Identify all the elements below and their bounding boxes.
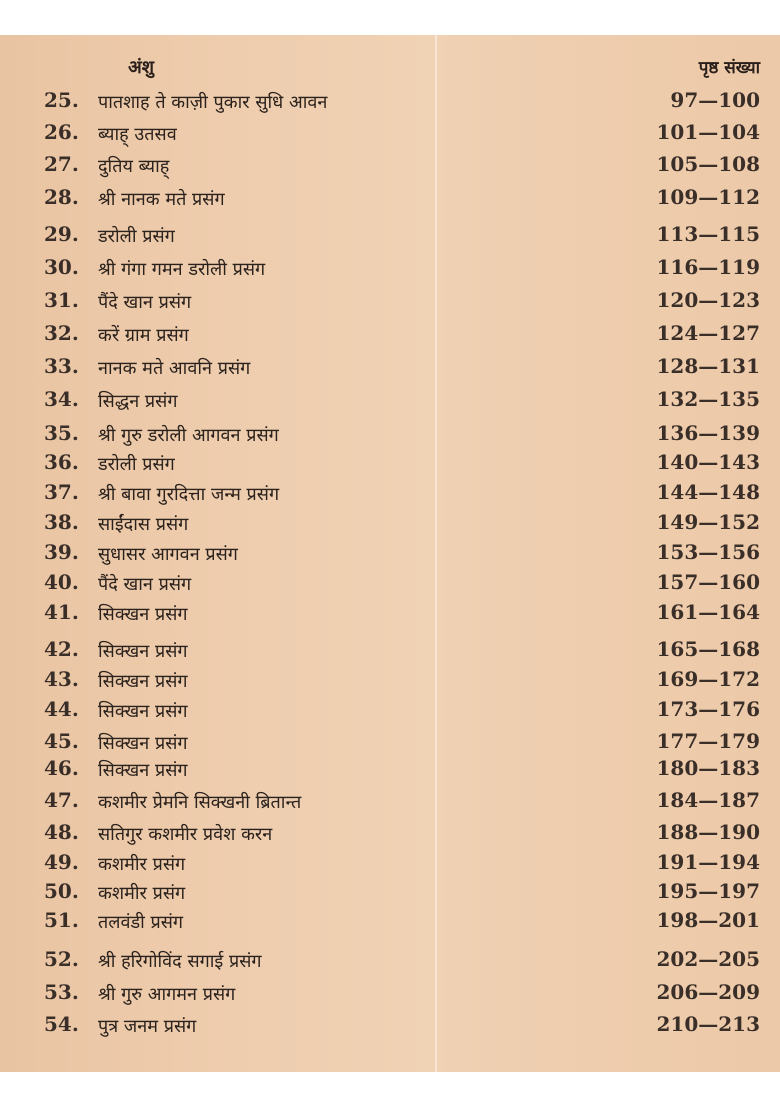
entry-number: 45. [44, 729, 79, 753]
entry-number: 27. [44, 152, 79, 176]
entry-number: 35. [44, 421, 79, 445]
entry-pages: 120—123 [656, 288, 760, 312]
entry-number: 53. [44, 980, 79, 1004]
entry-number: 26. [44, 120, 79, 144]
entry-pages: 173—176 [656, 697, 760, 721]
entry-pages: 153—156 [656, 540, 760, 564]
toc-entry [0, 600, 780, 630]
toc-entry [0, 540, 780, 570]
entry-pages: 165—168 [656, 637, 760, 661]
entry-title: डरोली प्रसंग [98, 226, 175, 247]
toc-entry [0, 421, 780, 451]
entry-title: सिक्खन प्रसंग [98, 641, 188, 662]
entry-pages: 210—213 [656, 1012, 760, 1036]
entry-number: 42. [44, 637, 79, 661]
toc-entry [0, 980, 780, 1010]
entry-pages: 191—194 [656, 850, 760, 874]
entry-pages: 128—131 [656, 354, 760, 378]
toc-entry [0, 152, 780, 182]
entry-number: 29. [44, 222, 79, 246]
toc-entry [0, 820, 780, 850]
entry-title: पैंदे खान प्रसंग [98, 574, 192, 595]
entry-number: 51. [44, 908, 79, 932]
toc-entry [0, 637, 780, 667]
entry-title: सिक्खन प्रसंग [98, 671, 188, 692]
entry-number: 47. [44, 788, 79, 812]
entry-title: सुधासर आगवन प्रसंग [98, 544, 238, 565]
entry-number: 30. [44, 255, 79, 279]
entry-title: सतिगुर कशमीर प्रवेश करन [98, 824, 273, 845]
entry-pages: 161—164 [656, 600, 760, 624]
entry-pages: 169—172 [656, 667, 760, 691]
entry-title: नानक मते आवनि प्रसंग [98, 358, 251, 379]
entry-pages: 198—201 [656, 908, 760, 932]
entry-number: 54. [44, 1012, 79, 1036]
toc-entry [0, 908, 780, 938]
entry-pages: 105—108 [656, 152, 760, 176]
toc-entry [0, 947, 780, 977]
toc-entry [0, 387, 780, 417]
entry-pages: 132—135 [656, 387, 760, 411]
entry-number: 52. [44, 947, 79, 971]
entry-number: 44. [44, 697, 79, 721]
entry-title: श्री नानक मते प्रसंग [98, 189, 225, 210]
entry-title: ब्याह् उतसव [98, 124, 177, 145]
entry-number: 43. [44, 667, 79, 691]
book-page [0, 35, 780, 1072]
toc-entry [0, 120, 780, 150]
toc-entry [0, 480, 780, 510]
entry-title: साईंदास प्रसंग [98, 514, 189, 535]
entry-title: पुत्र जनम प्रसंग [98, 1016, 197, 1037]
entry-pages: 136—139 [656, 421, 760, 445]
entry-pages: 180—183 [656, 756, 760, 780]
entry-title: श्री गुरु डरोली आगवन प्रसंग [98, 425, 279, 446]
entry-number: 32. [44, 321, 79, 345]
entry-number: 46. [44, 756, 79, 780]
toc-entry [0, 756, 780, 786]
entry-number: 41. [44, 600, 79, 624]
entry-pages: 202—205 [656, 947, 760, 971]
entry-number: 34. [44, 387, 79, 411]
toc-entry [0, 729, 780, 759]
entry-title: तलवंडी प्रसंग [98, 912, 184, 933]
toc-entry [0, 354, 780, 384]
entry-number: 48. [44, 820, 79, 844]
entry-title: सिद्धन प्रसंग [98, 391, 178, 412]
toc-entry [0, 255, 780, 285]
entry-number: 33. [44, 354, 79, 378]
entry-title: श्री बावा गुरदित्ता जन्म प्रसंग [98, 484, 280, 505]
entry-pages: 140—143 [656, 450, 760, 474]
entry-number: 38. [44, 510, 79, 534]
entry-title: पैंदे खान प्रसंग [98, 292, 192, 313]
entry-pages: 101—104 [656, 120, 760, 144]
entry-pages: 113—115 [656, 222, 760, 246]
chapter-column-heading: अंशु [128, 57, 154, 78]
entry-number: 39. [44, 540, 79, 564]
entry-title: सिक्खन प्रसंग [98, 760, 188, 781]
toc-entry [0, 222, 780, 252]
entry-title: कशमीर प्रसंग [98, 883, 186, 904]
entry-number: 50. [44, 879, 79, 903]
entry-number: 28. [44, 185, 79, 209]
entry-number: 37. [44, 480, 79, 504]
entry-pages: 177—179 [656, 729, 760, 753]
entry-pages: 195—197 [656, 879, 760, 903]
entry-pages: 109—112 [656, 185, 760, 209]
entry-title: करें ग्राम प्रसंग [98, 325, 189, 346]
entry-title: सिक्खन प्रसंग [98, 701, 188, 722]
toc-entry [0, 88, 780, 118]
entry-title: कशमीर प्रसंग [98, 854, 186, 875]
entry-title: दुतिय ब्याह् [98, 156, 170, 177]
page-number-column-heading: पृष्ठ संख्या [698, 58, 760, 78]
toc-entry [0, 850, 780, 880]
entry-number: 31. [44, 288, 79, 312]
entry-pages: 149—152 [656, 510, 760, 534]
toc-entry [0, 697, 780, 727]
entry-pages: 157—160 [656, 570, 760, 594]
toc-entry [0, 185, 780, 215]
entry-title: पातशाह ते काज़ी पुकार सुधि आवन [98, 92, 328, 113]
entry-pages: 144—148 [656, 480, 760, 504]
entry-title: कशमीर प्रेमनि सिक्खनी ब्रितान्त [98, 792, 302, 813]
entry-title: सिक्खन प्रसंग [98, 733, 188, 754]
toc-entry [0, 667, 780, 697]
entry-number: 49. [44, 850, 79, 874]
toc-entry [0, 321, 780, 351]
entry-title: श्री गंगा गमन डरोली प्रसंग [98, 259, 266, 280]
entry-number: 25. [44, 88, 79, 112]
entry-pages: 124—127 [656, 321, 760, 345]
toc-entry [0, 450, 780, 480]
entry-title: श्री हरिगोविंद सगाई प्रसंग [98, 951, 262, 972]
entry-title: सिक्खन प्रसंग [98, 604, 188, 625]
toc-entry [0, 879, 780, 909]
toc-entry [0, 1012, 780, 1042]
entry-title: डरोली प्रसंग [98, 454, 175, 475]
entry-pages: 184—187 [656, 788, 760, 812]
toc-entry [0, 288, 780, 318]
toc-entry [0, 788, 780, 818]
entry-pages: 116—119 [656, 255, 760, 279]
entry-number: 36. [44, 450, 79, 474]
toc-entry [0, 570, 780, 600]
toc-header [0, 55, 780, 83]
entry-pages: 188—190 [656, 820, 760, 844]
entry-pages: 97—100 [670, 88, 760, 112]
entry-title: श्री गुरु आगमन प्रसंग [98, 984, 236, 1005]
toc-entry [0, 510, 780, 540]
entry-number: 40. [44, 570, 79, 594]
entry-pages: 206—209 [656, 980, 760, 1004]
